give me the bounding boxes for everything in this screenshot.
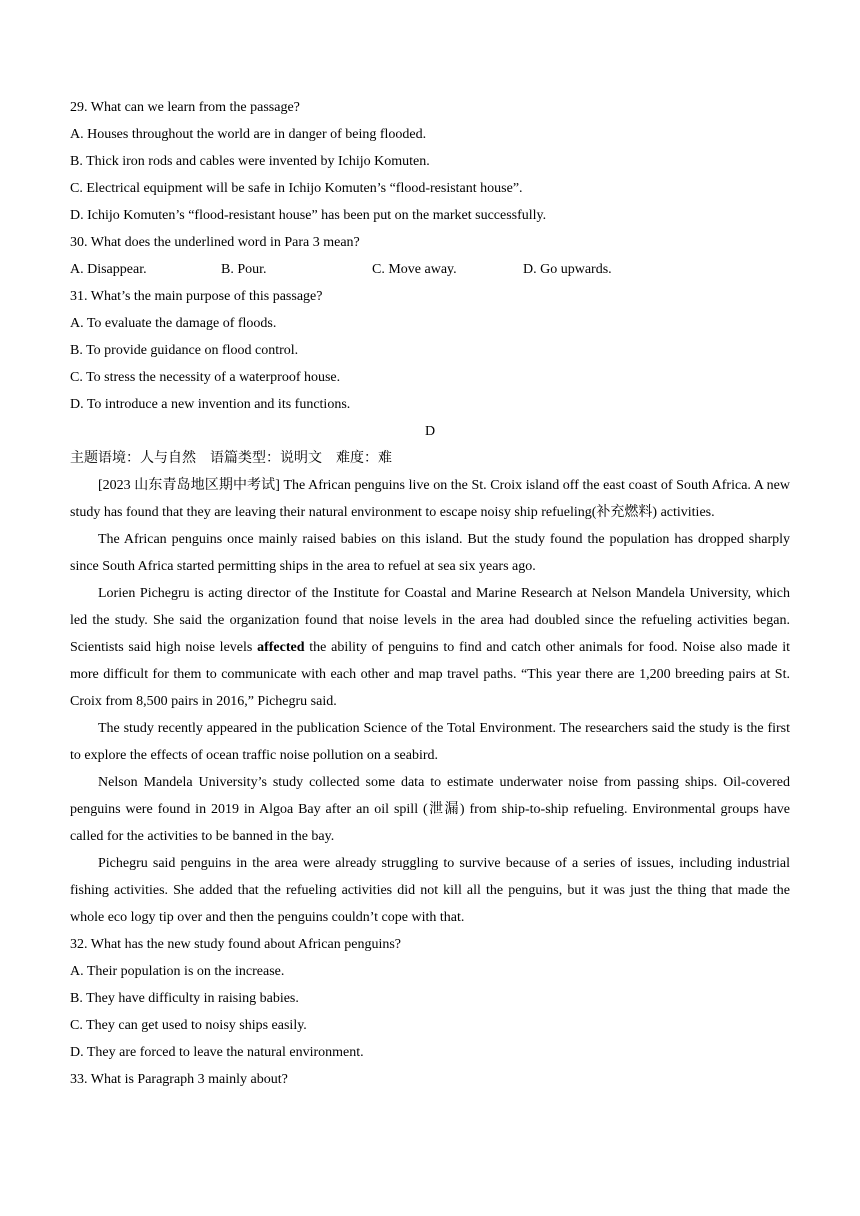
question-text: 32. What has the new study found about African penguins? <box>70 937 402 952</box>
option-b: B. They have difficulty in raising babies. <box>70 991 299 1006</box>
option-c: C. Move away. <box>372 262 457 277</box>
option-b: B. To provide guidance on flood control. <box>70 343 299 358</box>
page-content <box>70 94 790 1093</box>
option-a: A. Disappear. <box>70 262 147 277</box>
paragraph-text-end: the ability of penguins to find and catch other animals for food. Noise also made it more difficult for them to communicate with each other and map travel paths. “This year there are 1,200 breeding pairs at St. Croix from 8,500 pairs in 2016,” Pichegru said. <box>70 640 790 709</box>
bold-keyword: affected <box>257 640 305 655</box>
section-meta: 主题语境：人与自然 语篇类型：说明文 难度：难 <box>70 451 392 466</box>
option-a: A. Their population is on the increase. <box>70 964 285 979</box>
passage-paragraph-6: Pichegru said penguins in the area were already struggling to survive because of a series of issues, including industrial fishing activities. She added that the refueling activities did not kill all the penguins, but it was just the thing that made the whole eco logy tip over and then the penguins couldn’t cope with that. <box>70 856 790 925</box>
passage-paragraph-5: Nelson Mandela University’s study collected some data to estimate underwater noise from passing ships. Oil-covered penguins were found in 2019 in Algoa Bay after an oil spill (泄漏) from ship-to-ship refueling. Environmental groups have called for the activities to be banned in the bay. <box>70 775 790 844</box>
reading-passage <box>70 472 790 931</box>
option-b: B. Thick iron rods and cables were invented by Ichijo Komuten. <box>70 154 430 169</box>
option-b: B. Pour. <box>221 262 267 277</box>
option-d: D. To introduce a new invention and its functions. <box>70 397 351 412</box>
question-text: 31. What’s the main purpose of this passage? <box>70 289 323 304</box>
question-33 <box>70 1066 790 1093</box>
option-row <box>70 256 790 283</box>
question-text: 33. What is Paragraph 3 mainly about? <box>70 1072 288 1087</box>
passage-paragraph-1: [2023 山东青岛地区期中考试] The African penguins live on the St. Croix island off the east coast of South Africa. A new study has found that they are leaving their natural environment to escape noisy ship refueling(补充燃料) activities. <box>70 478 790 520</box>
passage-paragraph-3 <box>70 580 790 715</box>
option-a: A. To evaluate the damage of floods. <box>70 316 277 331</box>
question-32 <box>70 931 790 1066</box>
passage-paragraph-4: The study recently appeared in the publication Science of the Total Environment. The researchers said the study is the first to explore the effects of ocean traffic noise pollution on a seabird. <box>70 721 790 763</box>
option-d: D. They are forced to leave the natural environment. <box>70 1045 364 1060</box>
option-c: C. They can get used to noisy ships easily. <box>70 1018 307 1033</box>
question-text: 29. What can we learn from the passage? <box>70 100 300 115</box>
question-29 <box>70 94 790 229</box>
paragraph-text-start: Lorien Pichegru is acting director of the Institute for Coastal and Marine Research at Nelson Mandela University, which led the study. She said the organization found that noise levels in the area had doubled since the refueling activities began. Scientists said high noise levels <box>70 586 790 655</box>
question-text: 30. What does the underlined word in Para 3 mean? <box>70 235 360 250</box>
option-d: D. Ichijo Komuten’s “flood-resistant house” has been put on the market successfully. <box>70 208 547 223</box>
section-letter: D <box>424 424 436 439</box>
option-c: C. To stress the necessity of a waterproof house. <box>70 370 341 385</box>
question-31 <box>70 283 790 418</box>
option-a: A. Houses throughout the world are in danger of being flooded. <box>70 127 427 142</box>
passage-paragraph-2: The African penguins once mainly raised babies on this island. But the study found the population has dropped sharply since South Africa started permitting ships in the area to refuel at sea six years ago. <box>70 532 790 574</box>
option-c: C. Electrical equipment will be safe in Ichijo Komuten’s “flood-resistant house”. <box>70 181 523 196</box>
question-30 <box>70 229 790 283</box>
option-d: D. Go upwards. <box>523 262 612 277</box>
